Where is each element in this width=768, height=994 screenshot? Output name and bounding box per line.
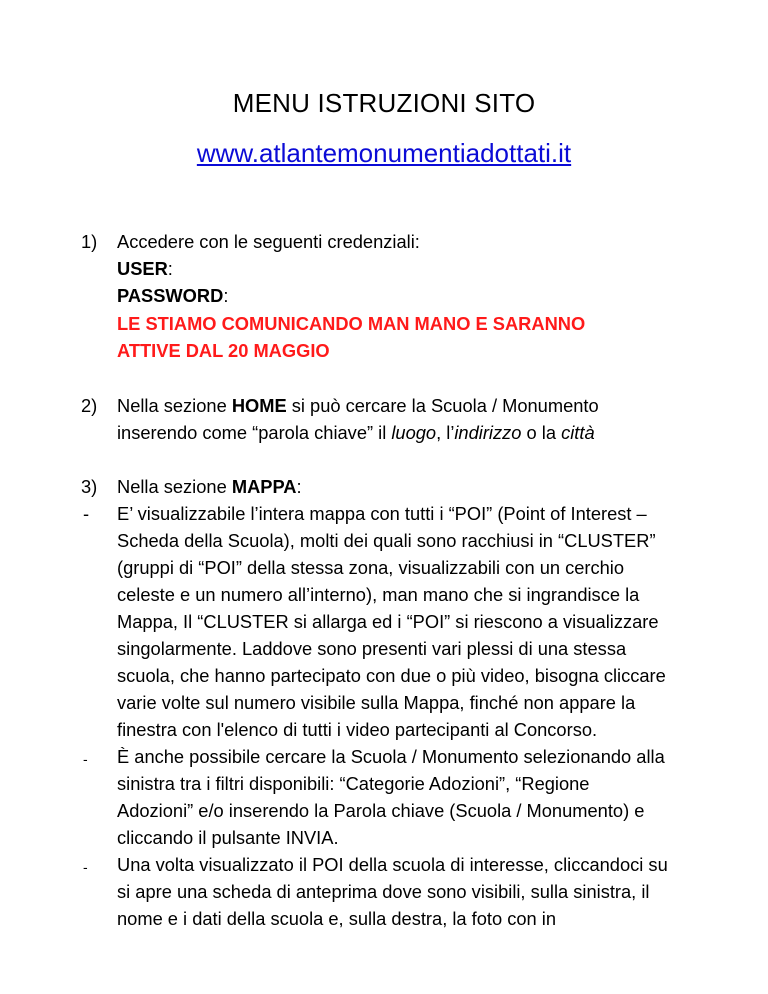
item-2-line: cliccando il pulsante INVIA. bbox=[117, 827, 339, 848]
mappa-keyword: MAPPA bbox=[231, 476, 297, 497]
item-3-line: Una volta visualizzato il POI della scuola di interesse, cliccandoci su bbox=[117, 854, 668, 875]
password-label: PASSWORD bbox=[117, 285, 224, 306]
item-2-line: sinistra tra i filtri disponibili: “Categorie Adozioni”, “Regione bbox=[117, 773, 590, 794]
item-3-line: si apre una scheda di anteprima dove sono visibili, sulla sinistra, il bbox=[117, 881, 650, 902]
section-2-text: , l’ bbox=[436, 422, 455, 443]
item-1-line: (gruppi di “POI” della stessa zona, visualizzabili con un cerchio bbox=[117, 557, 625, 578]
citta-keyword: città bbox=[561, 422, 595, 443]
bullet-3: - bbox=[83, 859, 88, 875]
section-2-line-1 bbox=[117, 392, 599, 420]
section-2-text: o la bbox=[521, 422, 562, 443]
section-2-text: Nella sezione bbox=[117, 395, 232, 416]
item-1-line: Mappa, Il “CLUSTER si allarga ed i “POI” si riescono a visualizzare bbox=[117, 611, 659, 632]
section-3-text: Nella sezione bbox=[117, 476, 232, 497]
notice-line-1: LE STIAMO COMUNICANDO MAN MANO E SARANNO bbox=[117, 313, 586, 334]
item-1-line: scuola, che hanno partecipato con due o più video, bisogna cliccare bbox=[117, 665, 666, 686]
user-colon: : bbox=[167, 258, 173, 279]
item-1-line: singolarmente. Laddove sono presenti vari plessi di una stessa bbox=[117, 638, 627, 659]
item-1-line: varie volte sul numero visibile sulla Mappa, finché non appare la bbox=[117, 692, 636, 713]
notice-line-2: ATTIVE DAL 20 MAGGIO bbox=[117, 340, 330, 361]
section-2-text: inserendo come “parola chiave” il bbox=[117, 422, 392, 443]
document-title: MENU ISTRUZIONI SITO bbox=[232, 88, 536, 118]
section-2-line-2 bbox=[117, 419, 595, 447]
section-3-heading bbox=[117, 473, 302, 501]
item-1-line: Scheda della Scuola), molti dei quali sono racchiusi in “CLUSTER” bbox=[117, 530, 656, 551]
indirizzo-keyword: indirizzo bbox=[454, 422, 522, 443]
home-keyword: HOME bbox=[231, 395, 287, 416]
website-link[interactable]: www.atlantemonumentiadottati.it bbox=[196, 138, 572, 168]
password-line bbox=[117, 282, 228, 310]
password-colon: : bbox=[223, 285, 229, 306]
user-label: USER bbox=[117, 258, 168, 279]
section-3-text: : bbox=[296, 476, 302, 497]
item-1-line: celeste e un numero all’interno), man mano che si ingrandisce la bbox=[117, 584, 640, 605]
section-1-intro: Accedere con le seguenti credenziali: bbox=[117, 231, 420, 252]
section-2-number: 2) bbox=[81, 395, 98, 416]
bullet-1: - bbox=[83, 503, 90, 524]
section-2-text: si può cercare la Scuola / Monumento bbox=[286, 395, 599, 416]
luogo-keyword: luogo bbox=[391, 422, 437, 443]
section-1-number: 1) bbox=[81, 231, 98, 252]
bullet-2: - bbox=[83, 751, 88, 767]
user-line bbox=[117, 255, 173, 283]
item-3-line: nome e i dati della scuola e, sulla destra, la foto con in bbox=[117, 908, 557, 929]
item-2-line: È anche possibile cercare la Scuola / Monumento selezionando alla bbox=[117, 746, 665, 767]
item-1-line: E’ visualizzabile l’intera mappa con tutti i “POI” (Point of Interest – bbox=[117, 503, 647, 524]
item-2-line: Adozioni” e/o inserendo la Parola chiave (Scuola / Monumento) e bbox=[117, 800, 645, 821]
item-1-line: finestra con l'elenco di tutti i video partecipanti al Concorso. bbox=[117, 719, 598, 740]
section-3-number: 3) bbox=[81, 476, 98, 497]
